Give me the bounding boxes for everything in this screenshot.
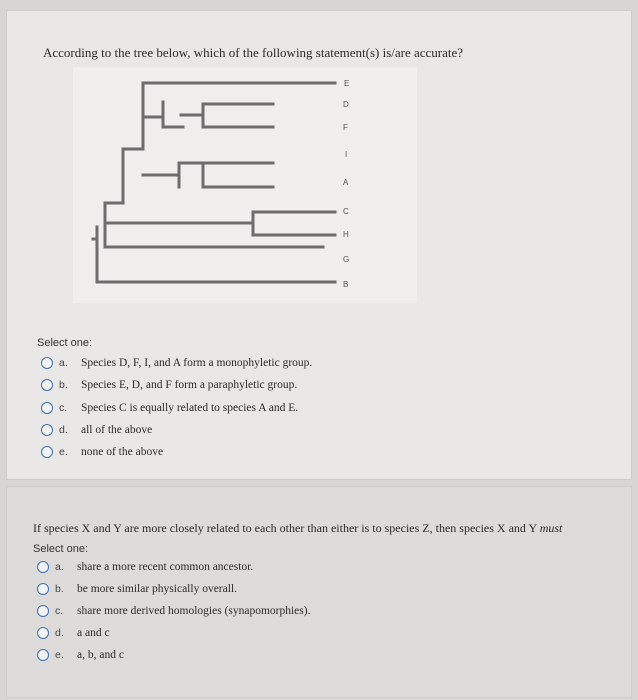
question-2-text [33, 521, 562, 536]
tree-node-ch [233, 212, 335, 235]
option-text: none of the above [81, 446, 164, 458]
option-letter: d. [59, 424, 68, 436]
q1-option-e[interactable] [41, 446, 163, 458]
tree-node-main [105, 149, 123, 203]
option-text: all of the above [81, 424, 153, 436]
phylogenetic-tree [73, 67, 417, 303]
tip-label-b: B [343, 280, 349, 289]
question-2-card [6, 486, 632, 698]
q2-option-a[interactable] [37, 561, 253, 573]
option-text: a, b, and c [77, 649, 124, 661]
option-text: Species D, F, I, and A form a monophyletic group. [81, 357, 313, 369]
q1-option-c[interactable] [41, 402, 298, 414]
question-2-emphasis: must [539, 521, 563, 535]
radio-button[interactable] [41, 357, 53, 369]
option-letter: d. [55, 627, 64, 639]
radio-button[interactable] [41, 379, 53, 391]
q2-option-d[interactable] [37, 627, 110, 639]
radio-button[interactable] [37, 583, 49, 595]
tip-label-f: F [343, 123, 348, 132]
option-text: be more similar physically overall. [77, 583, 237, 595]
option-letter: e. [55, 649, 64, 661]
q2-option-b[interactable] [37, 583, 237, 595]
option-letter: c. [55, 605, 64, 617]
radio-button[interactable] [41, 402, 53, 414]
tip-label-g: G [343, 255, 350, 264]
option-text: share more derived homologies (synapomorphies). [77, 605, 311, 617]
option-letter: b. [55, 583, 64, 595]
option-letter: e. [59, 446, 68, 458]
question-1-text: According to the tree below, which of the following statement(s) is/are accurate? [43, 45, 464, 60]
q1-option-d[interactable] [41, 424, 152, 436]
radio-button[interactable] [37, 627, 49, 639]
option-letter: a. [59, 357, 68, 369]
option-text: Species E, D, and F form a paraphyletic group. [81, 379, 298, 391]
option-text: Species C is equally related to species A and E. [81, 402, 299, 414]
tip-label-i: I [345, 150, 348, 159]
radio-button[interactable] [41, 446, 53, 458]
tree-node-ia [179, 163, 273, 187]
select-one-label: Select one: [37, 337, 93, 349]
tree-node-df [203, 104, 273, 127]
tree-node-dfia [143, 89, 163, 149]
option-letter: a. [55, 561, 64, 573]
option-letter: b. [59, 379, 68, 391]
tip-label-c: C [343, 207, 349, 216]
tip-label-a: A [343, 178, 349, 187]
q2-option-c[interactable] [37, 605, 310, 617]
q1-option-a[interactable] [41, 357, 312, 369]
tip-label-h: H [343, 230, 349, 239]
radio-button[interactable] [37, 561, 49, 573]
option-text: share a more recent common ancestor. [77, 561, 254, 573]
radio-button[interactable] [37, 649, 49, 661]
radio-button[interactable] [41, 424, 53, 436]
tree-diagram [73, 67, 417, 303]
tip-label-e: E [344, 79, 350, 88]
select-one-label: Select one: [33, 543, 89, 555]
q1-option-b[interactable] [41, 379, 297, 391]
option-letter: c. [59, 402, 68, 414]
tip-label-d: D [343, 100, 349, 109]
option-text: a and c [77, 627, 110, 639]
question-2-main-text: If species X and Y are more closely related to each other than either is to species Z, then species X and Y [33, 521, 537, 535]
radio-button[interactable] [37, 605, 49, 617]
q2-option-e[interactable] [37, 649, 124, 661]
question-1-card [6, 10, 632, 480]
